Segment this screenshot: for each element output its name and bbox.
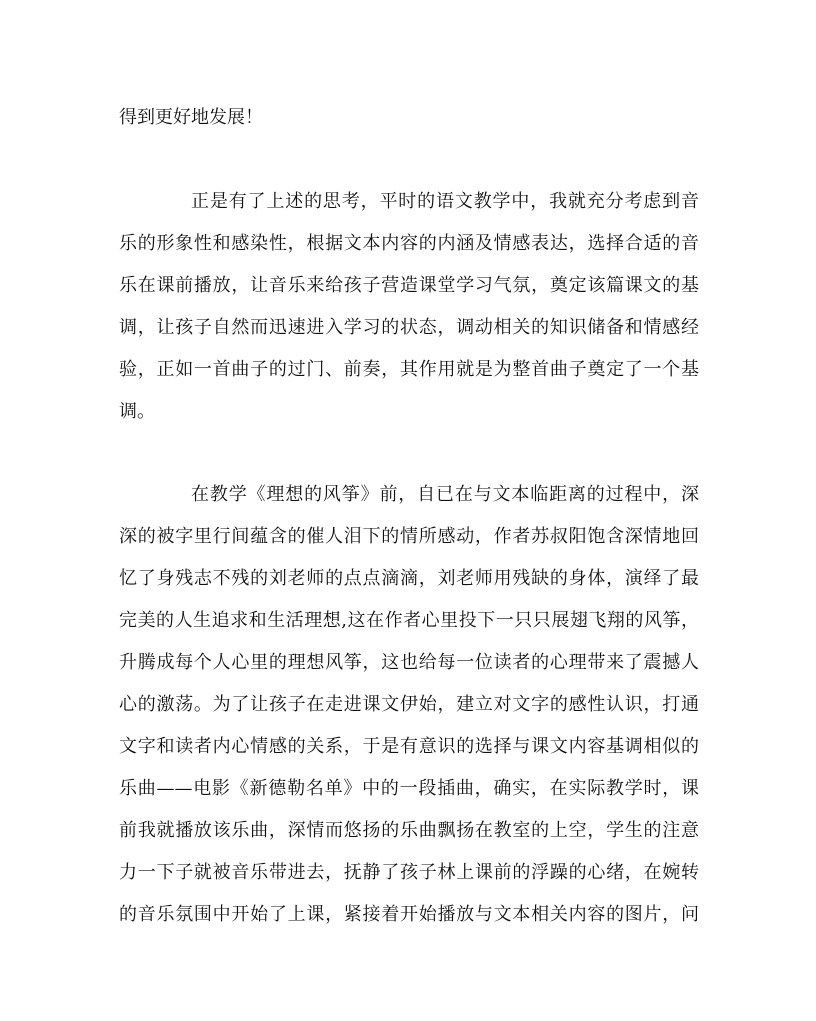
paragraph-3-line-5: 升腾成每个人心里的理想风筝，这也给每一位读者的心理带来了震撼人 [119,652,699,673]
paragraph-2-line-5: 验，正如一首曲子的过门、前奏，其作用就是为整首曲子奠定了一个基 [119,359,699,380]
paragraph-3-line-7: 文字和读者内心情感的关系，于是有意识的选择与课文内容基调相似的 [119,736,699,757]
paragraph-3-line-1: 在教学《理想的风筝》前，自已在与文本临距离的过程中，深 [191,484,699,505]
paragraph-2-line-2: 乐的形象性和感染性，根据文本内容的内涵及情感表达，选择合适的音 [119,233,699,254]
paragraph-2-line-6: 调。 [119,401,155,422]
paragraph-3-line-9: 前我就播放该乐曲，深情而悠扬的乐曲飘扬在教室的上空，学生的注意 [119,820,699,841]
paragraph-2-line-4: 调，让孩子自然而迅速进入学习的状态，调动相关的知识储备和情感经 [119,317,699,338]
paragraph-1-line-1: 得到更好地发展！ [119,107,263,128]
paragraph-3-line-8: 乐曲——电影《新德勒名单》中的一段插曲，确实，在实际教学时，课 [119,778,699,799]
paragraph-3-line-6: 心的激荡。为了让孩子在走进课文伊始，建立对文字的感性认识，打通 [119,694,699,715]
paragraph-3-line-10: 力一下子就被音乐带进去，抚静了孩子林上课前的浮躁的心绪，在婉转 [119,862,699,883]
paragraph-3-line-3: 忆了身残志不残的刘老师的点点滴滴，刘老师用残缺的身体，演绎了最 [119,568,699,589]
paragraph-3-line-4: 完美的人生追求和生活理想,这在作者心里投下一只只展翅飞翔的风筝， [119,610,699,631]
paragraph-2-line-3: 乐在课前播放，让音乐来给孩子营造课堂学习气氛，奠定该篇课文的基 [119,275,699,296]
paragraph-3-line-11: 的音乐氛围中开始了上课，紧接着开始播放与文本相关内容的图片，问 [119,904,699,925]
paragraph-2-line-1: 正是有了上述的思考，平时的语文教学中，我就充分考虑到音 [191,191,699,212]
paragraph-3-line-2: 深的被字里行间蕴含的催人泪下的情所感动，作者苏叔阳饱含深情地回 [119,526,699,547]
